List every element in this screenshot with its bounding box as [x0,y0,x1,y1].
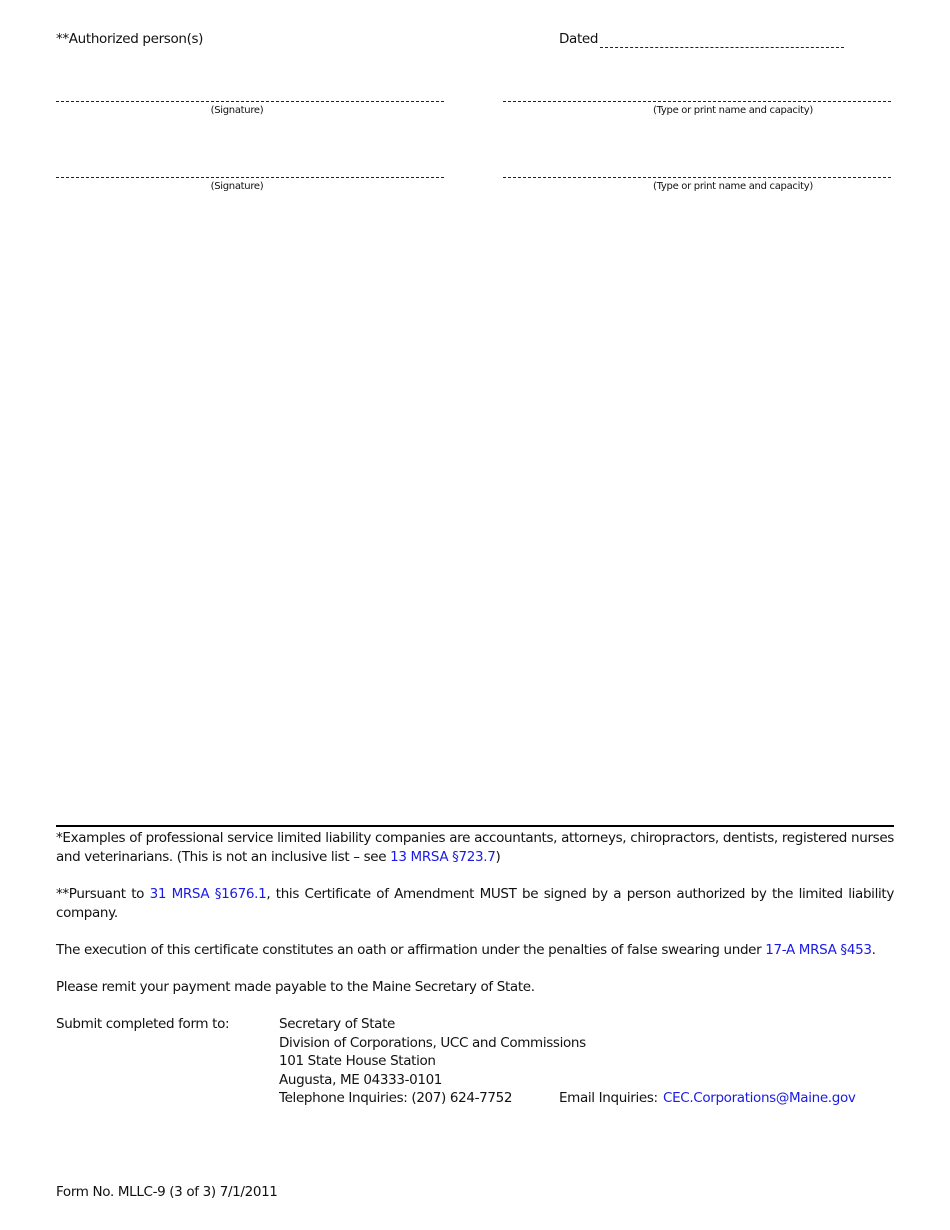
link-17a-mrsa-453[interactable]: 17-A MRSA §453 [765,942,872,958]
dated-field-line[interactable] [600,47,844,48]
footnote-1-text: *Examples of professional service limited liability companies are accountants, attorneys, chiropractors, dentists, registered nurses and veterinarians. (This is not an inclusive list – see [56,830,894,865]
address-line-3: 101 State House Station [279,1053,436,1069]
signature-caption-1: (Signature) [210,105,264,116]
name-capacity-line-1[interactable] [503,101,891,102]
oath-statement [56,941,894,960]
payment-instructions: Please remit your payment made payable to the Maine Secretary of State. [56,979,535,995]
oath-suffix: . [871,942,876,958]
link-31-mrsa-1676-1[interactable]: 31 MRSA §1676.1 [149,886,267,902]
link-13-mrsa-723-7[interactable]: 13 MRSA §723.7 [390,849,496,865]
footnote-2-prefix: **Pursuant to [56,886,150,902]
oath-text: The execution of this certificate constitutes an oath or affirmation under the penalties of false swearing under [56,942,766,958]
signature-line-1[interactable] [56,101,444,102]
signature-caption-2: (Signature) [210,181,264,192]
email-inquiries-label: Email Inquiries: [559,1090,658,1106]
address-line-1: Secretary of State [279,1016,395,1032]
authorized-persons-label: **Authorized person(s) [56,31,204,47]
address-line-2: Division of Corporations, UCC and Commissions [279,1035,586,1051]
name-capacity-caption-2: (Type or print name and capacity) [653,181,813,192]
form-number: Form No. MLLC-9 (3 of 3) 7/1/2011 [56,1184,278,1200]
email-link[interactable]: CEC.Corporations@Maine.gov [663,1090,856,1106]
address-line-4: Augusta, ME 04333-0101 [279,1072,443,1088]
name-capacity-line-2[interactable] [503,177,891,178]
signature-line-2[interactable] [56,177,444,178]
footnote-1-suffix: ) [495,849,501,865]
footnote-professional-services [56,829,894,867]
footnote-2-text: , this Certificate of Amendment MUST be signed by a person authorized by the limited liability company. [56,886,894,921]
name-capacity-caption-1: (Type or print name and capacity) [653,105,813,116]
footnote-authorization [56,885,894,923]
footnote-divider [56,825,894,827]
telephone-inquiries: Telephone Inquiries: (207) 624-7752 [279,1090,513,1106]
dated-label: Dated [559,31,599,47]
submit-label: Submit completed form to: [56,1016,230,1032]
